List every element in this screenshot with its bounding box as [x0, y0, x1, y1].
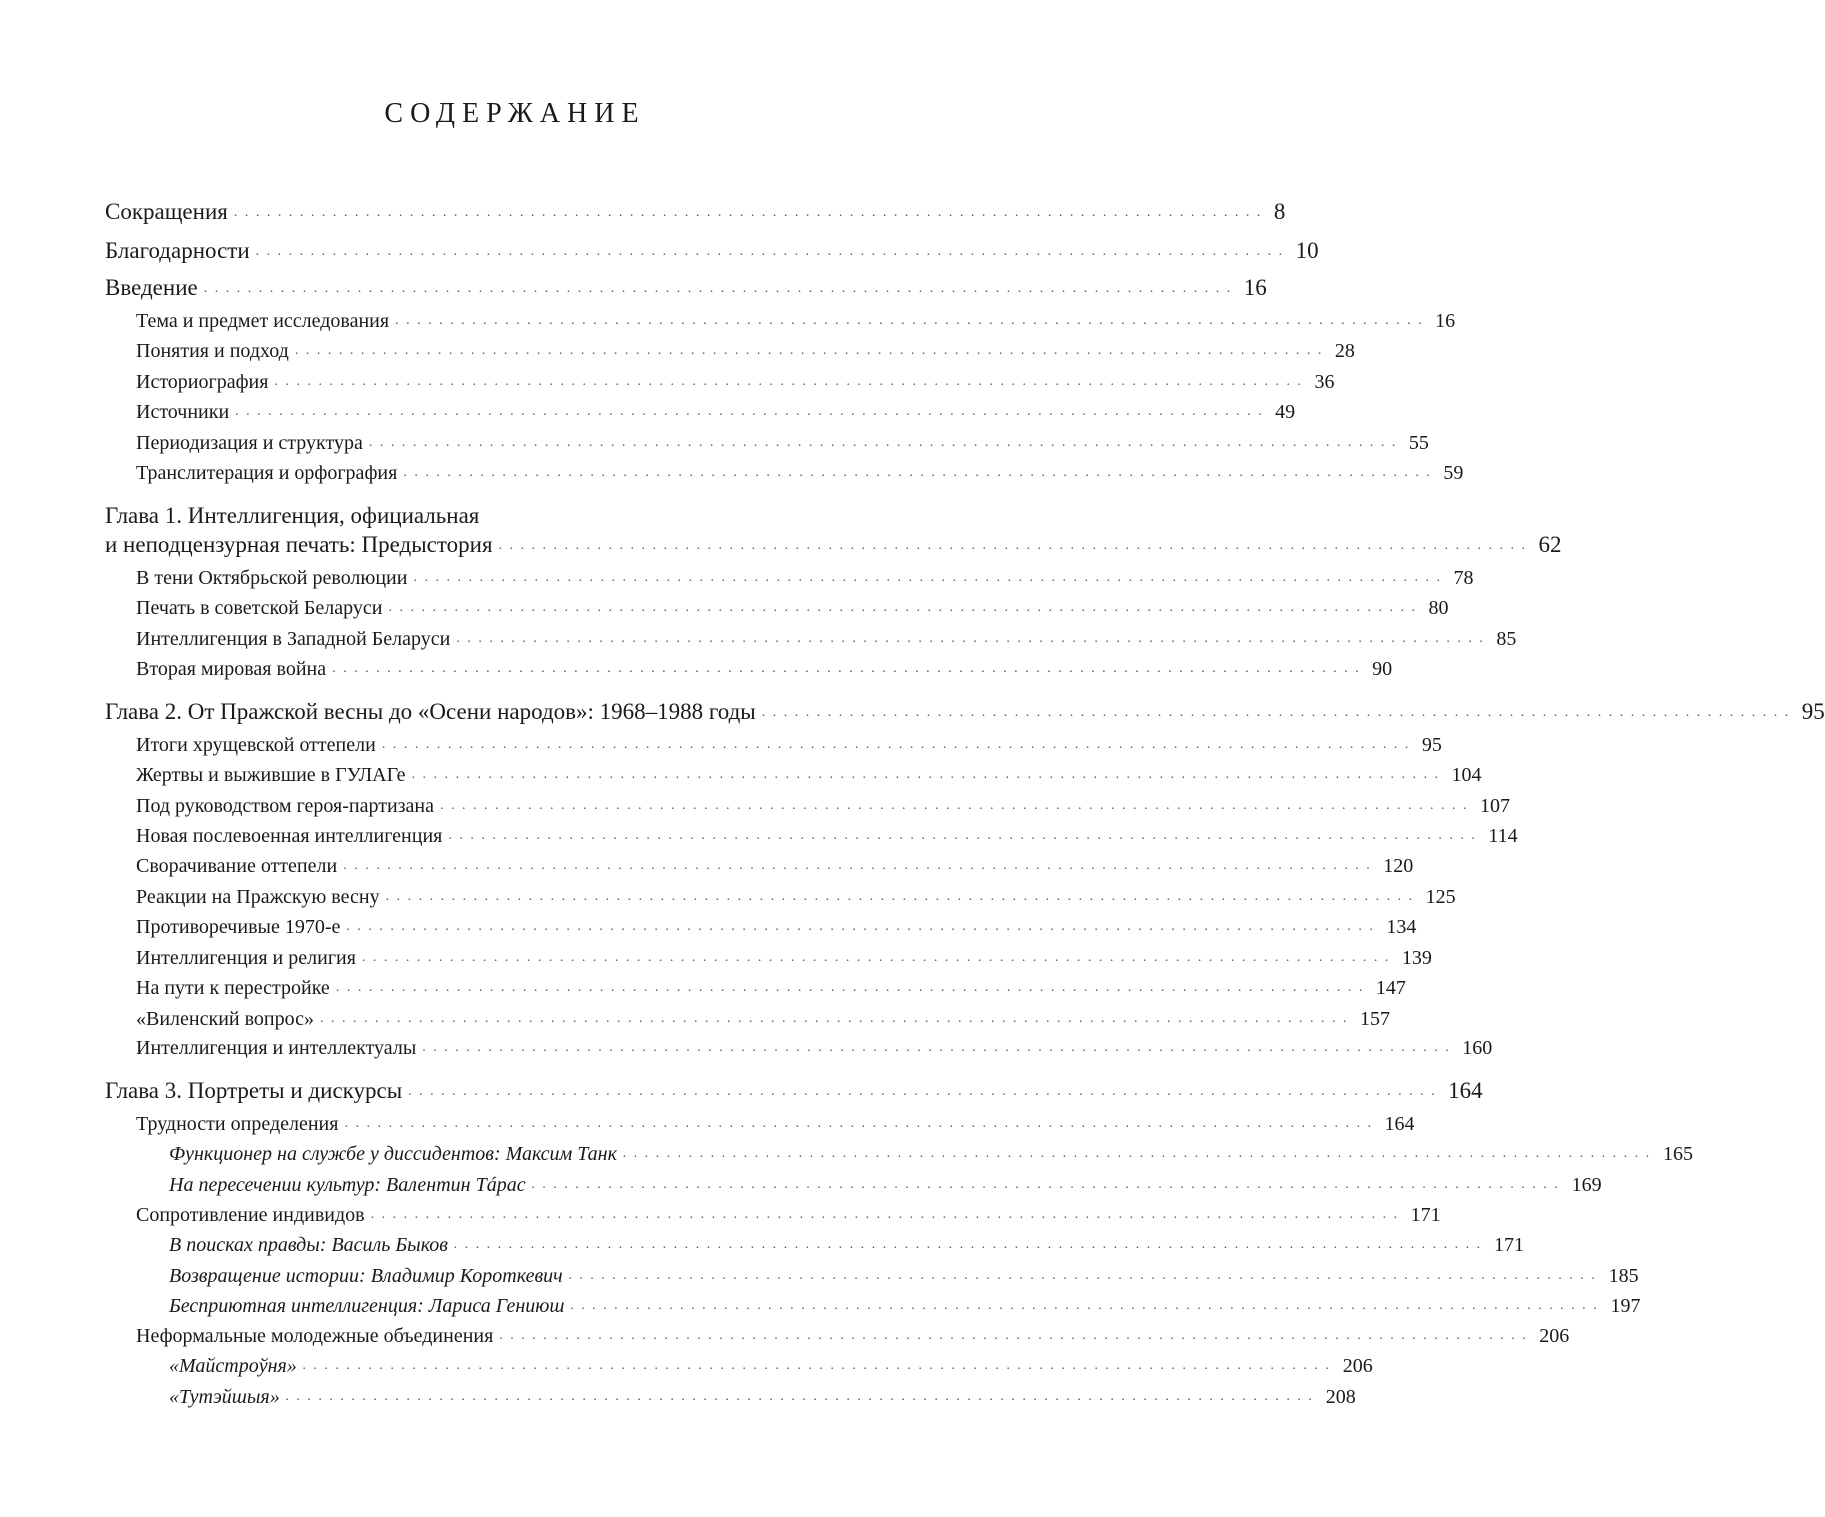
dot-leader: .............................................................................................. — [346, 919, 1381, 934]
toc-entry[interactable] — [105, 237, 1319, 265]
page-number: 197 — [1610, 1295, 1641, 1317]
dot-leader: .............................................................................................. — [531, 1177, 1566, 1192]
toc-entry[interactable] — [105, 853, 1414, 879]
dot-leader: .............................................................................................. — [302, 1358, 1337, 1373]
dot-leader: .............................................................................................. — [622, 1146, 1657, 1161]
page-number: 164 — [1384, 1113, 1415, 1135]
dot-leader: .............................................................................................. — [403, 465, 1438, 480]
toc-entry[interactable] — [105, 656, 1393, 682]
entry-title: Тема и предмет исследования — [136, 310, 390, 332]
dot-leader: .............................................................................................. — [388, 600, 1423, 615]
entry-title: Печать в советской Беларуси — [136, 597, 383, 619]
entry-title: «Тутэйшыя» — [169, 1386, 280, 1408]
toc-entry[interactable] — [105, 698, 1825, 726]
toc-entry[interactable] — [105, 1172, 1602, 1198]
dot-leader: .............................................................................................. — [413, 570, 1448, 585]
entry-title: Под руководством героя-партизана — [136, 795, 434, 817]
toc-entry[interactable] — [105, 945, 1432, 971]
dot-leader: .............................................................................................. — [368, 435, 1403, 450]
dot-leader: .............................................................................................. — [274, 374, 1309, 389]
toc-entry[interactable] — [105, 1035, 1493, 1061]
entry-title: Неформальные молодежные объединения — [136, 1325, 494, 1347]
dot-leader: .............................................................................................. — [285, 1389, 1320, 1404]
page-number: 49 — [1275, 401, 1296, 423]
toc-entry[interactable] — [105, 198, 1286, 226]
entry-title: Трудности определения — [136, 1113, 339, 1135]
entry-title: Сворачивание оттепели — [136, 855, 338, 877]
dot-leader: .............................................................................................. — [361, 950, 1396, 965]
toc-entry[interactable] — [105, 732, 1442, 758]
entry-title: «Майстроўня» — [169, 1355, 297, 1377]
toc-entry[interactable] — [105, 1006, 1390, 1032]
entry-title: Противоречивые 1970-е — [136, 916, 341, 938]
page-number: 104 — [1451, 764, 1482, 786]
page-number: 95 — [1801, 699, 1825, 724]
dot-leader: .............................................................................................. — [499, 1328, 1534, 1343]
entry-title: и неподцензурная печать: Предыстория — [105, 532, 493, 557]
dot-leader: .............................................................................................. — [203, 281, 1238, 296]
toc-entry[interactable] — [105, 1077, 1483, 1105]
dot-leader: .............................................................................................. — [344, 1116, 1379, 1131]
entry-title: Возвращение истории: Владимир Короткевич — [169, 1265, 563, 1287]
toc-entry[interactable] — [105, 531, 1562, 559]
page-number: 90 — [1372, 658, 1393, 680]
page-number: 10 — [1295, 238, 1319, 263]
page-number: 171 — [1493, 1234, 1524, 1256]
entry-title: Глава 2. От Пражской весны до «Осени народов»: 1968–1988 годы — [105, 699, 756, 724]
entry-title: Реакции на Пражскую весну — [136, 886, 380, 908]
page-number: 62 — [1538, 532, 1562, 557]
page-number: 165 — [1662, 1143, 1693, 1165]
toc-entry[interactable] — [105, 369, 1335, 395]
dot-leader: .............................................................................................. — [381, 737, 1416, 752]
entry-title: Глава 3. Портреты и дискурсы — [105, 1078, 403, 1103]
page-number: 95 — [1421, 734, 1442, 756]
page-number: 28 — [1334, 340, 1355, 362]
entry-title: Вторая мировая война — [136, 658, 327, 680]
toc-entry[interactable] — [105, 565, 1474, 591]
toc-entry[interactable] — [105, 274, 1267, 302]
entry-title: «Виленский вопрос» — [136, 1008, 314, 1030]
toc-entry[interactable] — [105, 1293, 1641, 1319]
entry-title: Благодарности — [105, 238, 250, 263]
dot-leader: .............................................................................................. — [408, 1084, 1443, 1099]
entry-title: Интеллигенция и религия — [136, 947, 356, 969]
page-number: 160 — [1462, 1037, 1493, 1059]
entry-title: Сокращения — [105, 199, 228, 224]
page-number: 157 — [1360, 1008, 1390, 1030]
toc-entry[interactable] — [105, 1263, 1639, 1289]
entry-title: Бесприютная интеллигенция: Лариса Гениюш — [169, 1295, 565, 1317]
dot-leader: .............................................................................................. — [570, 1298, 1605, 1313]
toc-entry[interactable] — [105, 1202, 1441, 1228]
page-number: 114 — [1488, 825, 1518, 847]
page-number: 185 — [1608, 1265, 1639, 1287]
entry-title: Периодизация и структура — [136, 432, 363, 454]
page-number: 78 — [1453, 567, 1474, 589]
dot-leader: .............................................................................................. — [456, 631, 1491, 646]
entry-title: В поисках правды: Василь Быков — [169, 1234, 448, 1256]
toc-entry[interactable] — [105, 884, 1456, 910]
page-number: 80 — [1428, 597, 1449, 619]
entry-title: Интеллигенция в Западной Беларуси — [136, 628, 451, 650]
dot-leader: .............................................................................................. — [343, 858, 1378, 873]
page-number: 164 — [1448, 1078, 1483, 1103]
page-number: 120 — [1383, 855, 1414, 877]
entry-title: Интеллигенция и интеллектуалы — [136, 1037, 417, 1059]
dot-leader: .............................................................................................. — [498, 538, 1533, 553]
entry-title: Источники — [136, 401, 230, 423]
dot-leader: .............................................................................................. — [385, 889, 1420, 904]
entry-title: Транслитерация и орфография — [136, 462, 398, 484]
entry-title: Введение — [105, 275, 198, 300]
page-title: СОДЕРЖАНИЕ — [384, 98, 646, 129]
dot-leader: .............................................................................................. — [332, 661, 1367, 676]
dot-leader: .............................................................................................. — [440, 798, 1474, 813]
entry-title: Итоги хрущевской оттепели — [136, 734, 376, 756]
page-number: 208 — [1325, 1386, 1356, 1408]
dot-leader: .............................................................................................. — [453, 1237, 1488, 1252]
dot-leader: .............................................................................................. — [233, 205, 1268, 220]
toc-entry[interactable] — [105, 460, 1464, 486]
toc-chapter-heading-line — [105, 502, 902, 530]
toc-entry[interactable] — [105, 1353, 1373, 1379]
dot-leader: .............................................................................................. — [335, 980, 1370, 995]
page-number: 59 — [1443, 462, 1464, 484]
page-number: 8 — [1273, 199, 1286, 224]
entry-title: Новая послевоенная интеллигенция — [136, 825, 443, 847]
page-number: 85 — [1496, 628, 1517, 650]
page-number: 16 — [1435, 310, 1456, 332]
toc-entry[interactable] — [105, 1111, 1415, 1137]
toc-entry[interactable] — [105, 1384, 1356, 1410]
page-number: 139 — [1401, 947, 1432, 969]
toc-entry[interactable] — [105, 914, 1417, 940]
dot-leader: .............................................................................................. — [422, 1040, 1457, 1055]
page-number: 169 — [1571, 1174, 1602, 1196]
toc-entry[interactable] — [105, 626, 1517, 652]
page-number: 125 — [1425, 886, 1456, 908]
dot-leader: .............................................................................................. — [761, 705, 1796, 720]
toc-entry[interactable] — [105, 1232, 1524, 1258]
toc-entry[interactable] — [105, 1141, 1693, 1167]
toc-entry[interactable] — [105, 762, 1482, 788]
dot-leader: .............................................................................................. — [294, 343, 1329, 358]
dot-leader: .............................................................................................. — [568, 1268, 1603, 1283]
entry-title: Понятия и подход — [136, 340, 289, 362]
entry-title: Историография — [136, 371, 269, 393]
toc-entry[interactable] — [105, 595, 1449, 621]
entry-title: Функционер на службе у диссидентов: Максим Танк — [169, 1143, 617, 1165]
entry-title: На пути к перестройке — [136, 977, 330, 999]
page-number: 134 — [1386, 916, 1417, 938]
page-number: 16 — [1243, 275, 1267, 300]
toc-entry[interactable] — [105, 793, 1510, 819]
entry-title: В тени Октябрьской революции — [136, 567, 408, 589]
page-number: 36 — [1314, 371, 1335, 393]
dot-leader: .............................................................................................. — [370, 1207, 1405, 1222]
page-number: 147 — [1375, 977, 1406, 999]
dot-leader: .............................................................................................. — [320, 1011, 1354, 1026]
toc-entry[interactable] — [105, 430, 1429, 456]
dot-leader: .............................................................................................. — [395, 313, 1430, 328]
dot-leader: .............................................................................................. — [235, 404, 1270, 419]
page-number: 206 — [1539, 1325, 1570, 1347]
entry-title: На пересечении культур: Валентин Тáрас — [169, 1174, 526, 1196]
entry-title: Жертвы и выжившие в ГУЛАГе — [136, 764, 406, 786]
toc-entry[interactable] — [105, 338, 1355, 364]
entry-title-line-1: Глава 1. Интеллигенция, официальная — [105, 503, 480, 528]
toc-entry[interactable] — [105, 308, 1456, 334]
toc-entry[interactable] — [105, 975, 1406, 1001]
page-number: 55 — [1408, 432, 1429, 454]
dot-leader: .............................................................................................. — [411, 767, 1446, 782]
entry-title: Сопротивление индивидов — [136, 1204, 365, 1226]
page-number: 171 — [1410, 1204, 1441, 1226]
toc-entry[interactable] — [105, 823, 1518, 849]
page-number: 107 — [1480, 795, 1510, 817]
dot-leader: .............................................................................................. — [255, 244, 1290, 259]
dot-leader: .............................................................................................. — [448, 828, 1483, 843]
toc-entry[interactable] — [105, 399, 1296, 425]
page-number: 206 — [1342, 1355, 1373, 1377]
toc-entry[interactable] — [105, 1323, 1570, 1349]
